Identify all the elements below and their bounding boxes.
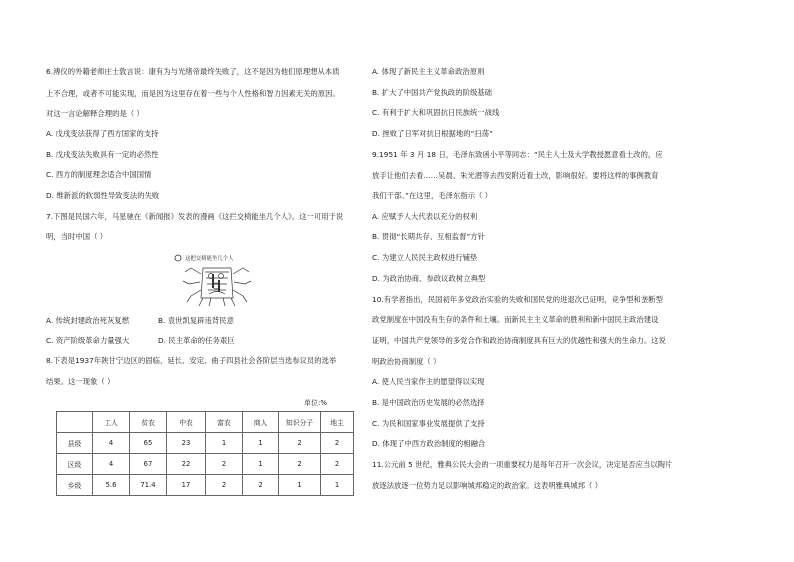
q10-option-c: C. 为民和国家事业发展提供了支持 [372,419,485,428]
table-cell: 4 [93,454,130,475]
q8-stem-line-1: 8.下表是1937年陕甘宁边区的固临、延长、安定、曲子四县社会各阶层当选参议员的选举 [46,356,337,365]
table-header-cell: 商人 [243,412,279,433]
cartoon-illustration [173,254,261,308]
table-header-cell: 贫农 [130,412,167,433]
q7-option-d: D. 民主革命的任务艰巨 [158,336,235,345]
table-header-cell: 富农 [206,412,243,433]
q6-option-d: D. 维新派的软弱性导致变法的失败 [46,191,160,200]
table-row [57,475,354,496]
q6-stem-line-3: 对这一言论解释合理的是（ ） [46,109,144,118]
q8-option-c: C. 有利于扩大和巩固抗日民族统一战线 [372,108,500,117]
table-cell: 区级 [57,454,93,475]
q8-option-a: A. 体现了新民主主义革命政治原则 [372,67,485,76]
q10-stem-line-1: 10.有学者指出，民国初年多党政治实验的失败和国民党的进退次已证明，竞争型和垄断型 [372,295,663,304]
table-cell: 2 [279,433,321,454]
q7-option-a: A. 传统封建政治死灰复燃 [46,316,130,325]
q10-option-d: D. 体现了中西方政治制度的相融合 [372,439,486,448]
table-cell: 4 [93,433,130,454]
table-header-cell: 知识分子 [279,412,321,433]
table-cell: 1 [206,433,243,454]
q6-stem-line-1: 6.溥仪的外籍老师庄士敦言说：康有为与光绪帝最终失败了，这不是因为他们原理想从本质 [46,67,340,76]
table-cell: 2 [206,454,243,475]
q8-option-d: D. 挫败了日军对抗日根据地的“扫荡” [372,129,493,138]
table-header-cell: 地主 [321,412,354,433]
table-cell: 1 [279,475,321,496]
table-row [57,454,354,475]
table-cell: 22 [167,454,206,475]
table-cell: 乡级 [57,475,93,496]
table-header-cell: 工人 [93,412,130,433]
table-header-row [57,412,354,433]
q6-option-c: C. 西方的制度理念适合中国国情 [46,170,152,179]
q8-option-b: B. 扩大了中国共产党执政的阶级基础 [372,88,492,97]
table-cell: 65 [130,433,167,454]
table-cell: 2 [279,454,321,475]
q10-stem-line-3: 证明，中国共产党领导的多党合作和政治协商制度具有巨大的优越性和强大的生命力。这说 [372,336,666,345]
table-cell: 2 [321,454,354,475]
table-cell: 17 [167,475,206,496]
q7-stem-line-2: 明，当时中国（ ） [46,232,108,241]
q9-stem-line-1: 9.1951 年 3 月 18 日，毛泽东致函小平等同志：“民主人士及大学教授愿意看土改的，应 [372,150,663,159]
table-cell: 县级 [57,433,93,454]
q7-cartoon-figure [173,254,261,308]
q9-stem-line-3: 我们干部。”在这里，毛泽东指示（ ） [372,191,493,200]
q6-stem-line-2: 上不合理，或者不可能实现，而是因为这里存在着一些与个人性格和智力因素无关的原因。 [46,89,340,98]
q6-option-a: A. 戊戌变法获得了西方国家的支持 [46,129,159,138]
table-cell: 1 [243,454,279,475]
q8-stem-line-2: 结果。这一现象（ ） [46,377,115,386]
q11-stem-line-2: 放逐法放逐一位势力足以影响城邦稳定的政治家。这表明雅典城邦（ ） [372,481,603,490]
table-cell: 2 [321,433,354,454]
q9-option-b: B. 贯彻“长期共存、互相监督”方针 [372,232,485,241]
table-row [57,433,354,454]
q10-stem-line-2: 政党制度在中国没有生存的条件和土壤。而新民主主义革命的胜利和新中国民主政治建设 [372,315,659,324]
q9-option-d: D. 为政治协商、参政议政树立典型 [372,274,486,283]
cartoon-title: 这把交椅能坐几个人 [185,256,234,262]
table-cell: 5.6 [93,475,130,496]
table-cell: 1 [321,475,354,496]
q11-stem-line-1: 11.公元前 5 世纪，雅典公民大会的一项重要权力是每年召开一次会议，决定是否应当以陶片 [372,460,673,469]
table-cell: 23 [167,433,206,454]
q9-stem-line-2: 放手让他们去看……吴晨、朱光潜等去西安附近看土改，影响很好。要将这样的事例教育 [372,171,659,180]
election-results-table [56,411,354,496]
q7-stem-line-1: 7.下图是民国六年，马星驰在《新闻报》发表的漫画《这拦交椅能坐几个人》。这一可用于说 [46,212,344,221]
table-cell: 2 [243,475,279,496]
table-cell: 71.4 [130,475,167,496]
q7-option-b: B. 袁世凯复辟违背民意 [158,316,234,325]
table-cell: 1 [243,433,279,454]
q7-option-c: C. 资产阶级革命力量强大 [46,336,130,345]
q9-option-a: A. 应赋予人大代表以充分的权利 [372,212,478,221]
q9-option-c: C. 为建立人民民主政权进行铺垫 [372,253,478,262]
table-cell: 2 [206,475,243,496]
q10-option-b: B. 是中国政治历史发展的必然选择 [372,398,485,407]
table-header-cell: 中农 [167,412,206,433]
q10-stem-line-4: 明政治协商制度（ ） [372,357,441,366]
table-unit-label: 单位:% [304,399,328,407]
table-cell: 67 [130,454,167,475]
table-header-cell [57,412,93,433]
q10-option-a: A. 使人民当家作主的愿望得以实现 [372,377,485,386]
q6-option-b: B. 戊戌变法失败具有一定的必然性 [46,150,159,159]
